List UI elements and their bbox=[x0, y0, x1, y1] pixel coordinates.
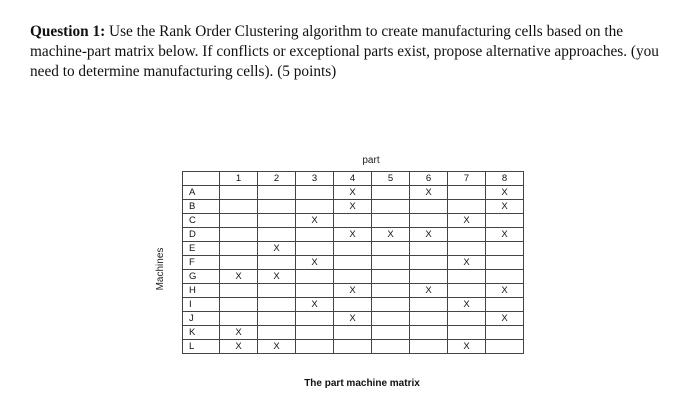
matrix-cell: X bbox=[258, 340, 296, 354]
matrix-cell bbox=[410, 270, 448, 284]
question-heading: Question 1: bbox=[30, 23, 106, 40]
matrix-cell bbox=[448, 200, 486, 214]
machine-label: K bbox=[183, 326, 220, 340]
matrix-cell: X bbox=[334, 200, 372, 214]
matrix-cell bbox=[258, 228, 296, 242]
machine-part-matrix bbox=[182, 171, 524, 354]
matrix-caption: The part machine matrix bbox=[304, 378, 420, 389]
machine-label: J bbox=[183, 312, 220, 326]
matrix-cell bbox=[372, 340, 410, 354]
machine-label: I bbox=[183, 298, 220, 312]
matrix-cell bbox=[372, 242, 410, 256]
machine-label: F bbox=[183, 256, 220, 270]
matrix-cell bbox=[220, 186, 258, 200]
matrix-cell bbox=[372, 186, 410, 200]
matrix-cell bbox=[486, 270, 524, 284]
matrix-cell: X bbox=[448, 298, 486, 312]
matrix-cell bbox=[220, 242, 258, 256]
machine-row bbox=[183, 256, 524, 270]
matrix-cell bbox=[258, 256, 296, 270]
matrix-cell: X bbox=[258, 270, 296, 284]
matrix-cell bbox=[296, 284, 334, 298]
matrix-cell bbox=[410, 298, 448, 312]
matrix-cell bbox=[296, 326, 334, 340]
matrix-cell bbox=[486, 256, 524, 270]
matrix-cell bbox=[486, 214, 524, 228]
matrix-cell bbox=[486, 326, 524, 340]
matrix-cell bbox=[410, 312, 448, 326]
matrix-cell bbox=[448, 186, 486, 200]
matrix-cell: X bbox=[410, 186, 448, 200]
part-header: 6 bbox=[410, 172, 448, 186]
matrix-cell bbox=[448, 312, 486, 326]
matrix-cell bbox=[258, 298, 296, 312]
machine-label: E bbox=[183, 242, 220, 256]
matrix-cell bbox=[486, 340, 524, 354]
machine-label: C bbox=[183, 214, 220, 228]
matrix-cell: X bbox=[448, 256, 486, 270]
matrix-cell: X bbox=[486, 312, 524, 326]
matrix-cell bbox=[258, 200, 296, 214]
matrix-cell bbox=[372, 200, 410, 214]
matrix-cell: X bbox=[448, 340, 486, 354]
machine-label: B bbox=[183, 200, 220, 214]
part-header: 4 bbox=[334, 172, 372, 186]
matrix-cell bbox=[334, 214, 372, 228]
matrix-cell bbox=[258, 214, 296, 228]
matrix-cell bbox=[410, 214, 448, 228]
matrix-cell bbox=[372, 312, 410, 326]
matrix-cell bbox=[296, 186, 334, 200]
matrix-cell: X bbox=[486, 186, 524, 200]
matrix-cell: X bbox=[296, 256, 334, 270]
machine-row bbox=[183, 298, 524, 312]
part-axis-label: part bbox=[362, 155, 380, 166]
machine-row bbox=[183, 214, 524, 228]
machine-row bbox=[183, 284, 524, 298]
matrix-cell bbox=[448, 242, 486, 256]
header-row bbox=[183, 172, 524, 186]
part-header: 1 bbox=[220, 172, 258, 186]
matrix-cell bbox=[334, 256, 372, 270]
machine-row bbox=[183, 326, 524, 340]
matrix-cell bbox=[410, 200, 448, 214]
matrix-cell bbox=[486, 298, 524, 312]
matrix-cell bbox=[334, 298, 372, 312]
machine-label: D bbox=[183, 228, 220, 242]
matrix-cell: X bbox=[334, 186, 372, 200]
matrix-cell bbox=[372, 326, 410, 340]
matrix-cell bbox=[448, 270, 486, 284]
matrix-cell: X bbox=[334, 312, 372, 326]
matrix-cell bbox=[258, 312, 296, 326]
matrix-cell: X bbox=[220, 326, 258, 340]
matrix-cell: X bbox=[334, 284, 372, 298]
machine-row bbox=[183, 228, 524, 242]
matrix-cell: X bbox=[296, 214, 334, 228]
matrix-cell bbox=[258, 284, 296, 298]
matrix-cell bbox=[296, 228, 334, 242]
matrix-cell bbox=[410, 340, 448, 354]
matrix-cell bbox=[220, 200, 258, 214]
matrix-cell bbox=[334, 340, 372, 354]
part-header: 3 bbox=[296, 172, 334, 186]
matrix-cell: X bbox=[486, 228, 524, 242]
part-header: 2 bbox=[258, 172, 296, 186]
machine-row bbox=[183, 186, 524, 200]
corner-cell bbox=[183, 172, 220, 186]
part-header: 5 bbox=[372, 172, 410, 186]
matrix-cell bbox=[372, 270, 410, 284]
matrix-cell bbox=[258, 326, 296, 340]
matrix-cell bbox=[410, 242, 448, 256]
matrix-cell bbox=[220, 312, 258, 326]
matrix-cell bbox=[220, 256, 258, 270]
machine-label: G bbox=[183, 270, 220, 284]
matrix-cell: X bbox=[486, 284, 524, 298]
matrix-cell bbox=[448, 228, 486, 242]
matrix-cell: X bbox=[486, 200, 524, 214]
matrix-cell bbox=[334, 270, 372, 284]
matrix-cell bbox=[334, 242, 372, 256]
part-header: 8 bbox=[486, 172, 524, 186]
matrix-cell bbox=[448, 284, 486, 298]
machine-row bbox=[183, 270, 524, 284]
matrix-cell: X bbox=[220, 340, 258, 354]
matrix-cell bbox=[296, 200, 334, 214]
matrix-cell: X bbox=[372, 228, 410, 242]
matrix-cell bbox=[372, 298, 410, 312]
matrix-cell: X bbox=[410, 284, 448, 298]
question-text bbox=[30, 22, 680, 82]
matrix-cell bbox=[258, 186, 296, 200]
matrix-cell bbox=[410, 256, 448, 270]
matrix-cell bbox=[296, 242, 334, 256]
machine-label: A bbox=[183, 186, 220, 200]
machines-axis-label: Machines bbox=[155, 247, 166, 291]
part-header: 7 bbox=[448, 172, 486, 186]
matrix-cell: X bbox=[296, 298, 334, 312]
matrix-cell: X bbox=[258, 242, 296, 256]
matrix-cell bbox=[220, 298, 258, 312]
matrix-cell: X bbox=[410, 228, 448, 242]
matrix-cell bbox=[372, 256, 410, 270]
machine-label: L bbox=[183, 340, 220, 354]
machine-label: H bbox=[183, 284, 220, 298]
matrix-cell bbox=[372, 214, 410, 228]
matrix-cell bbox=[220, 284, 258, 298]
machine-row bbox=[183, 340, 524, 354]
matrix-cell bbox=[220, 228, 258, 242]
machine-row bbox=[183, 200, 524, 214]
matrix-cell bbox=[296, 340, 334, 354]
matrix-cell bbox=[448, 326, 486, 340]
machine-row bbox=[183, 312, 524, 326]
matrix-cell bbox=[220, 214, 258, 228]
matrix-cell: X bbox=[334, 228, 372, 242]
matrix-cell: X bbox=[220, 270, 258, 284]
matrix-cell bbox=[372, 284, 410, 298]
matrix-cell bbox=[486, 242, 524, 256]
matrix-cell bbox=[334, 326, 372, 340]
matrix-cell bbox=[296, 270, 334, 284]
question-body: Use the Rank Order Clustering algorithm to create manufacturing cells based on the machine-part matrix below. If conflicts or exceptional parts exist, propose alternative approaches. (you need to determine manufacturing cells). (5 points) bbox=[30, 23, 659, 80]
machine-row bbox=[183, 242, 524, 256]
matrix-cell: X bbox=[448, 214, 486, 228]
matrix-cell bbox=[410, 326, 448, 340]
matrix-cell bbox=[296, 312, 334, 326]
